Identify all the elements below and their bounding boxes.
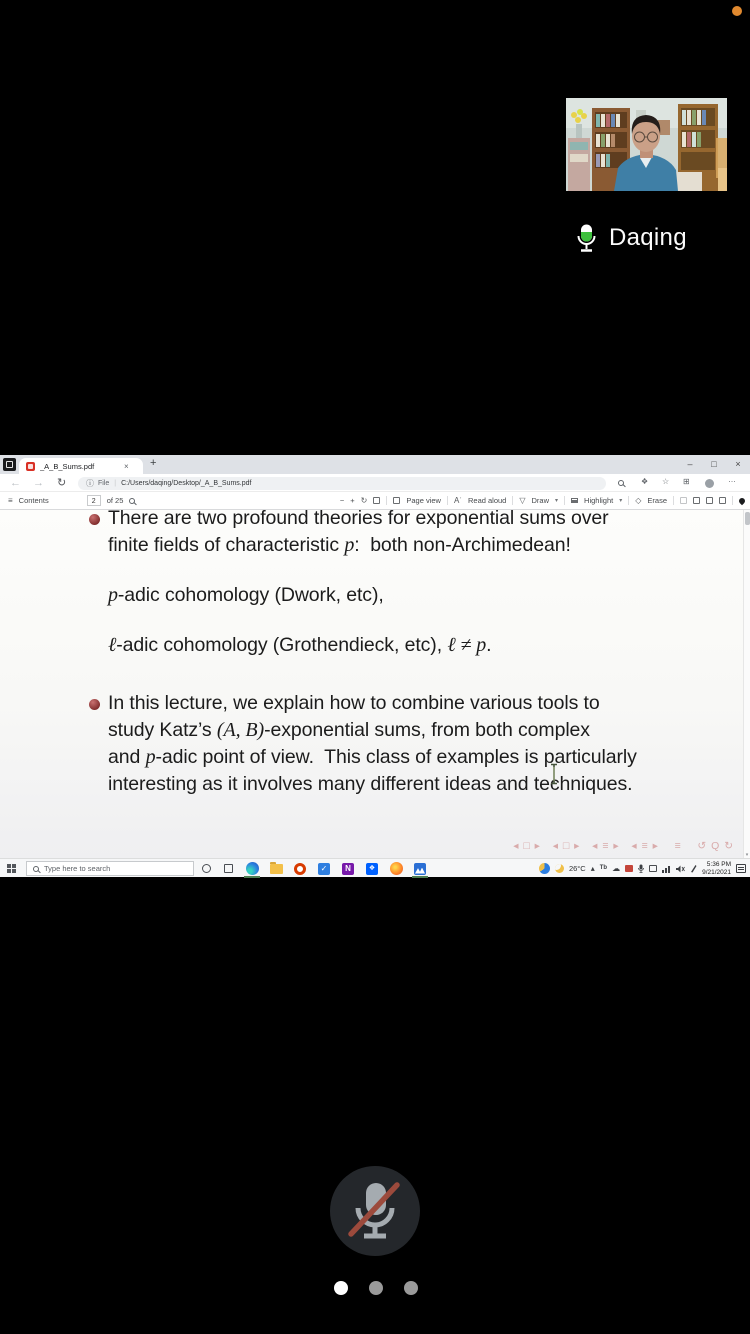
app-active-indicator [412, 876, 428, 878]
tray-microphone-icon[interactable] [638, 864, 644, 873]
save-icon[interactable] [706, 497, 713, 504]
address-bar[interactable] [78, 477, 606, 490]
window-minimize-button[interactable]: – [687, 459, 693, 469]
cortana-button[interactable] [202, 864, 211, 873]
windows-ink-pen-icon[interactable] [690, 864, 697, 873]
shared-screen [0, 455, 750, 877]
contents-icon[interactable]: ≡ [8, 496, 13, 505]
draw-chevron-icon[interactable]: ▾ [555, 498, 559, 504]
taskbar-app-edge[interactable] [242, 861, 262, 876]
browser-menu-icon[interactable]: … [728, 475, 736, 484]
dropbox-icon: ❖ [366, 863, 378, 875]
taskbar-app-explorer[interactable] [266, 861, 286, 876]
zoom-out-icon[interactable]: − [339, 496, 345, 505]
forward-icon[interactable]: → [33, 477, 44, 489]
edge-icon [246, 862, 259, 875]
back-icon[interactable]: ← [10, 477, 21, 489]
hand-tool-icon[interactable] [680, 497, 687, 504]
address-scheme: File [98, 479, 110, 487]
mic-in-use-indicator-dot [732, 6, 742, 16]
taskbar-app-mail[interactable] [314, 861, 334, 876]
slide-bullet [89, 514, 100, 525]
antivirus-icon[interactable] [625, 865, 633, 872]
zoom-in-icon[interactable]: + [350, 496, 355, 505]
taskbar-search-box[interactable] [26, 861, 194, 876]
system-tray [539, 859, 746, 878]
rotate-icon[interactable]: ↻ [360, 496, 368, 505]
slide-text-line: ℓ-adic cohomology (Grothendieck, etc), ℓ ≠ p. [108, 634, 492, 656]
active-microphone-icon [576, 223, 597, 253]
weather-temperature[interactable]: 26°C [568, 864, 586, 873]
address-divider: | [114, 479, 117, 487]
tab-title: _A_B_Sums.pdf [40, 461, 95, 471]
window-close-button[interactable]: × [735, 459, 741, 469]
read-aloud-icon[interactable]: Aʾ [453, 496, 462, 505]
firefox-icon [390, 862, 403, 875]
zoom-search-icon[interactable] [618, 479, 624, 488]
new-tab-button[interactable]: + [150, 457, 157, 469]
tab-close-icon[interactable]: × [124, 461, 129, 471]
search-icon [33, 866, 39, 872]
print-icon[interactable] [693, 497, 700, 504]
taskbar-app-onenote[interactable] [338, 861, 358, 876]
mail-icon: ✓ [318, 863, 330, 875]
pin-toolbar-icon[interactable] [738, 496, 746, 504]
scrollbar-down-icon[interactable]: ▾ [745, 852, 749, 858]
network-icon[interactable] [662, 865, 671, 873]
pdf-page-view[interactable] [0, 510, 750, 858]
erase-label[interactable]: Erase [647, 496, 667, 505]
browser-essentials-icon[interactable]: ❖ [641, 477, 649, 486]
address-url: C:/Users/daqing/Desktop/_A_B_Sums.pdf [121, 479, 252, 487]
save-as-icon[interactable] [719, 497, 726, 504]
slide-text-line: In this lecture, we explain how to combine various tools to [108, 692, 600, 714]
page-count-label: of 25 [106, 496, 124, 505]
page-view-label[interactable]: Page view [406, 496, 441, 505]
pdf-scrollbar[interactable] [743, 510, 750, 858]
highlight-chevron-icon[interactable]: ▾ [619, 498, 623, 504]
task-view-button[interactable] [224, 864, 233, 873]
file-explorer-icon [270, 864, 283, 874]
slide-text-line: and p-adic point of view. This class of examples is particularly [108, 746, 637, 768]
collections-icon[interactable]: ⊞ [683, 477, 690, 486]
office-icon [294, 863, 306, 875]
search-placeholder: Type here to search [44, 864, 111, 873]
profile-avatar[interactable] [705, 479, 714, 488]
slide-text-line: There are two profound theories for exponential sums over [108, 510, 609, 529]
page-indicator-dot[interactable] [404, 1281, 418, 1295]
slide-bullet [89, 699, 100, 710]
page-number-input[interactable]: 2 [87, 495, 101, 506]
unmute-button[interactable] [330, 1166, 420, 1256]
tab-actions-button[interactable] [3, 458, 16, 471]
ime-indicator[interactable]: Tb [599, 865, 608, 871]
tray-app-badge-icon[interactable] [539, 863, 550, 874]
meeting-app-icon [414, 863, 426, 875]
tray-expand-icon[interactable]: ▴ [590, 864, 595, 873]
slide-text-line: finite fields of characteristic p: both non-Archimedean! [108, 534, 571, 556]
browser-address-row [0, 474, 750, 492]
slide-text-line: interesting as it involves many different ideas and techniques. [108, 773, 633, 795]
participant-name: Daqing [609, 224, 687, 251]
highlight-icon[interactable] [571, 498, 578, 503]
highlight-label[interactable]: Highlight [584, 496, 614, 505]
window-maximize-button[interactable]: □ [711, 459, 717, 469]
browser-tab-strip [0, 455, 750, 474]
beamer-navigation-symbols[interactable]: ◂ □ ▸ ◂ □ ▸ ◂ ≡ ▸ ◂ ≡ ▸ ≡ ↺ Q ↻ [513, 840, 734, 852]
text-cursor [548, 763, 560, 785]
app-active-indicator [244, 876, 260, 878]
onedrive-cloud-icon[interactable]: ☁ [612, 864, 621, 873]
page-info-icon[interactable]: ⓘ [86, 478, 94, 488]
taskbar-clock[interactable] [702, 861, 731, 877]
draw-label[interactable]: Draw [531, 496, 550, 505]
onenote-icon: N [342, 863, 354, 875]
webcam-scene [566, 98, 727, 191]
refresh-icon[interactable]: ↻ [57, 477, 67, 489]
page-indicator-dot-active[interactable] [334, 1281, 348, 1295]
favorites-star-icon[interactable]: ☆ [662, 477, 670, 486]
touch-keyboard-icon[interactable] [649, 865, 657, 872]
windows-taskbar [0, 858, 750, 877]
action-center-icon[interactable] [736, 864, 746, 873]
pdf-toolbar [0, 492, 750, 510]
slide-text-line: study Katz’s (A, B)-exponential sums, from both complex [108, 719, 590, 741]
erase-icon[interactable]: ◇ [635, 496, 642, 505]
weather-moon-icon[interactable] [555, 864, 564, 873]
draw-icon[interactable]: ▽ [519, 496, 526, 505]
taskbar-app-office[interactable] [290, 861, 310, 876]
fit-to-page-icon[interactable] [373, 497, 380, 504]
taskbar-app-meeting[interactable] [410, 861, 430, 876]
clock-time: 5:36 PM [706, 860, 731, 868]
clock-date: 9/21/2021 [702, 868, 731, 876]
pdf-favicon [26, 462, 35, 471]
read-aloud-label[interactable]: Read aloud [467, 496, 507, 505]
slide-text-line: p-adic cohomology (Dwork, etc), [108, 584, 384, 606]
volume-icon[interactable] [676, 865, 685, 873]
scrollbar-thumb[interactable] [745, 512, 750, 525]
start-button[interactable] [7, 864, 11, 868]
pdf-search-icon[interactable] [129, 498, 135, 504]
muted-microphone-icon [330, 1166, 420, 1256]
contents-label[interactable]: Contents [18, 496, 49, 505]
taskbar-app-dropbox[interactable] [362, 861, 382, 876]
taskbar-app-firefox[interactable] [386, 861, 406, 876]
participant-name-row [576, 221, 687, 255]
page-indicator-dot[interactable] [369, 1281, 383, 1295]
browser-tab-active[interactable] [19, 458, 143, 474]
participant-video-thumbnail[interactable] [566, 98, 727, 191]
page-view-icon[interactable] [393, 497, 400, 504]
